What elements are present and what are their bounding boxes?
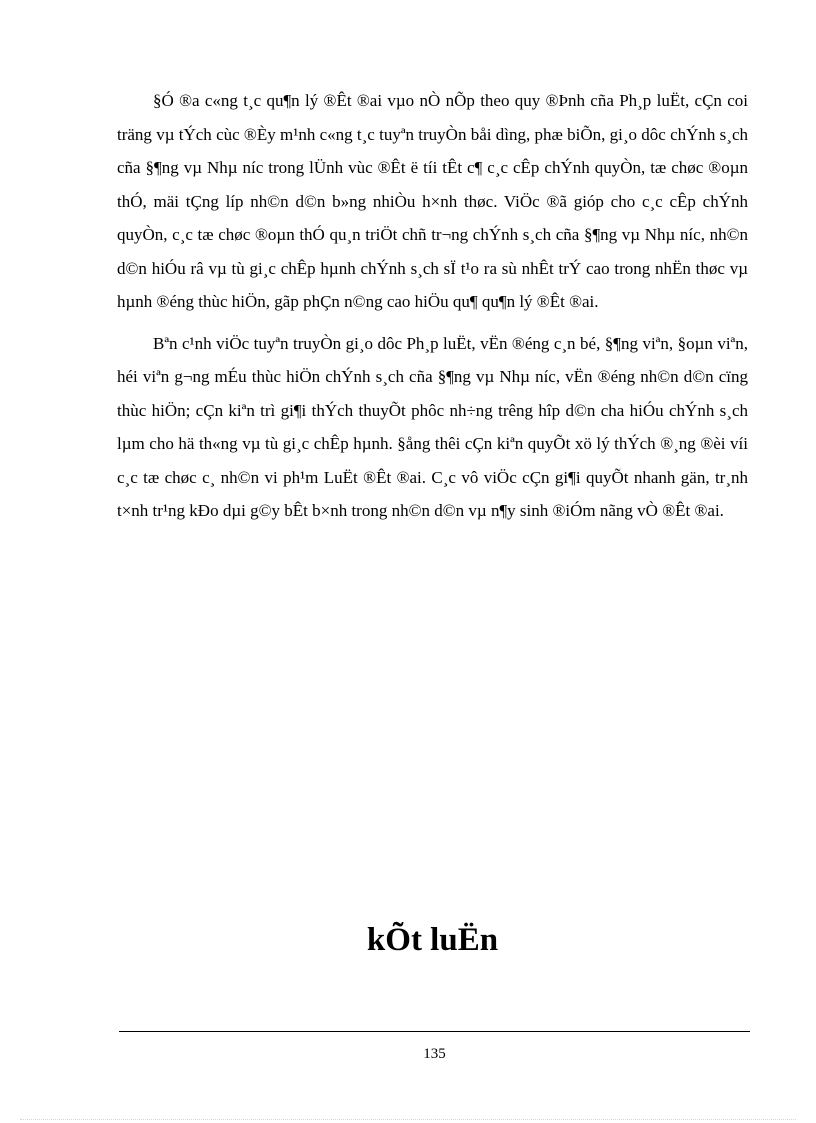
body-text bbox=[117, 84, 748, 536]
page-number: 135 bbox=[423, 1046, 446, 1062]
paragraph: Bªn c¹nh viÖc tuyªn truyÒn gi¸o dôc Ph¸p luËt, vËn ®éng c¸n bé, §¶ng viªn, §oµn viªn, héi viªn g¬ng mÉu thùc hiÖn chÝnh s¸ch cña §¶ng vµ Nhµ níc, vËn ®éng nh©n d©n cïng thùc hiÖn; cÇn kiªn trì gi¶i thÝch thuyÕt phôc nh÷ng trêng hîp d©n cha hiÓu chÝnh s¸ch lµm cho hä th«ng vµ tù gi¸c chÊp hµnh. §ång thêi cÇn kiªn quyÕt xö lý thÝch ®¸ng ®èi víi c¸c tæ chøc c¸ nh©n vi ph¹m LuËt ®Êt ®ai. C¸c vô viÖc cÇn gi¶i quyÕt nhanh gän, tr¸nh t×nh tr¹ng kÐo dµi g©y bÊt b×nh trong nh©n d©n vµ n¶y sinh ®iÓm nãng vÒ ®Êt ®ai. bbox=[117, 333, 748, 520]
page-bottom-edge bbox=[20, 1119, 796, 1120]
section-heading: kÕt luËn bbox=[366, 922, 499, 958]
paragraph: §Ó ®a c«ng t¸c qu¶n lý ®Êt ®ai vµo nÒ nÕp theo quy ®Þnh cña Ph¸p luËt, cÇn coi träng vµ tÝch cùc ®Èy m¹nh c«ng t¸c tuyªn truyÒn båi dìng, phæ biÕn, gi¸o dôc chÝnh s¸ch cña §¶ng vµ Nhµ níc trong lÜnh vùc ®Êt ë tíi tÊt c¶ c¸c cÊp chÝnh quyÒn, tæ chøc ®oµn thÓ, mäi tÇng líp nh©n d©n b»ng nhiÒu h×nh thøc. ViÖc ®ã gióp cho c¸c cÊp chÝnh quyÒn, c¸c tæ chøc ®oµn thÓ qu¸n triÖt chñ tr¬ng chÝnh s¸ch cña §¶ng vµ Nhµ níc, nh©n d©n hiÓu râ vµ tù gi¸c chÊp hµnh chÝnh s¸ch sÏ t¹o ra sù nhÊt trÝ cao trong nhËn thøc vµ hµnh ®éng thùc hiÖn, gãp phÇn n©ng cao hiÖu qu¶ qu¶n lý ®Êt ®ai. bbox=[117, 91, 748, 311]
footer-divider bbox=[119, 1031, 750, 1032]
